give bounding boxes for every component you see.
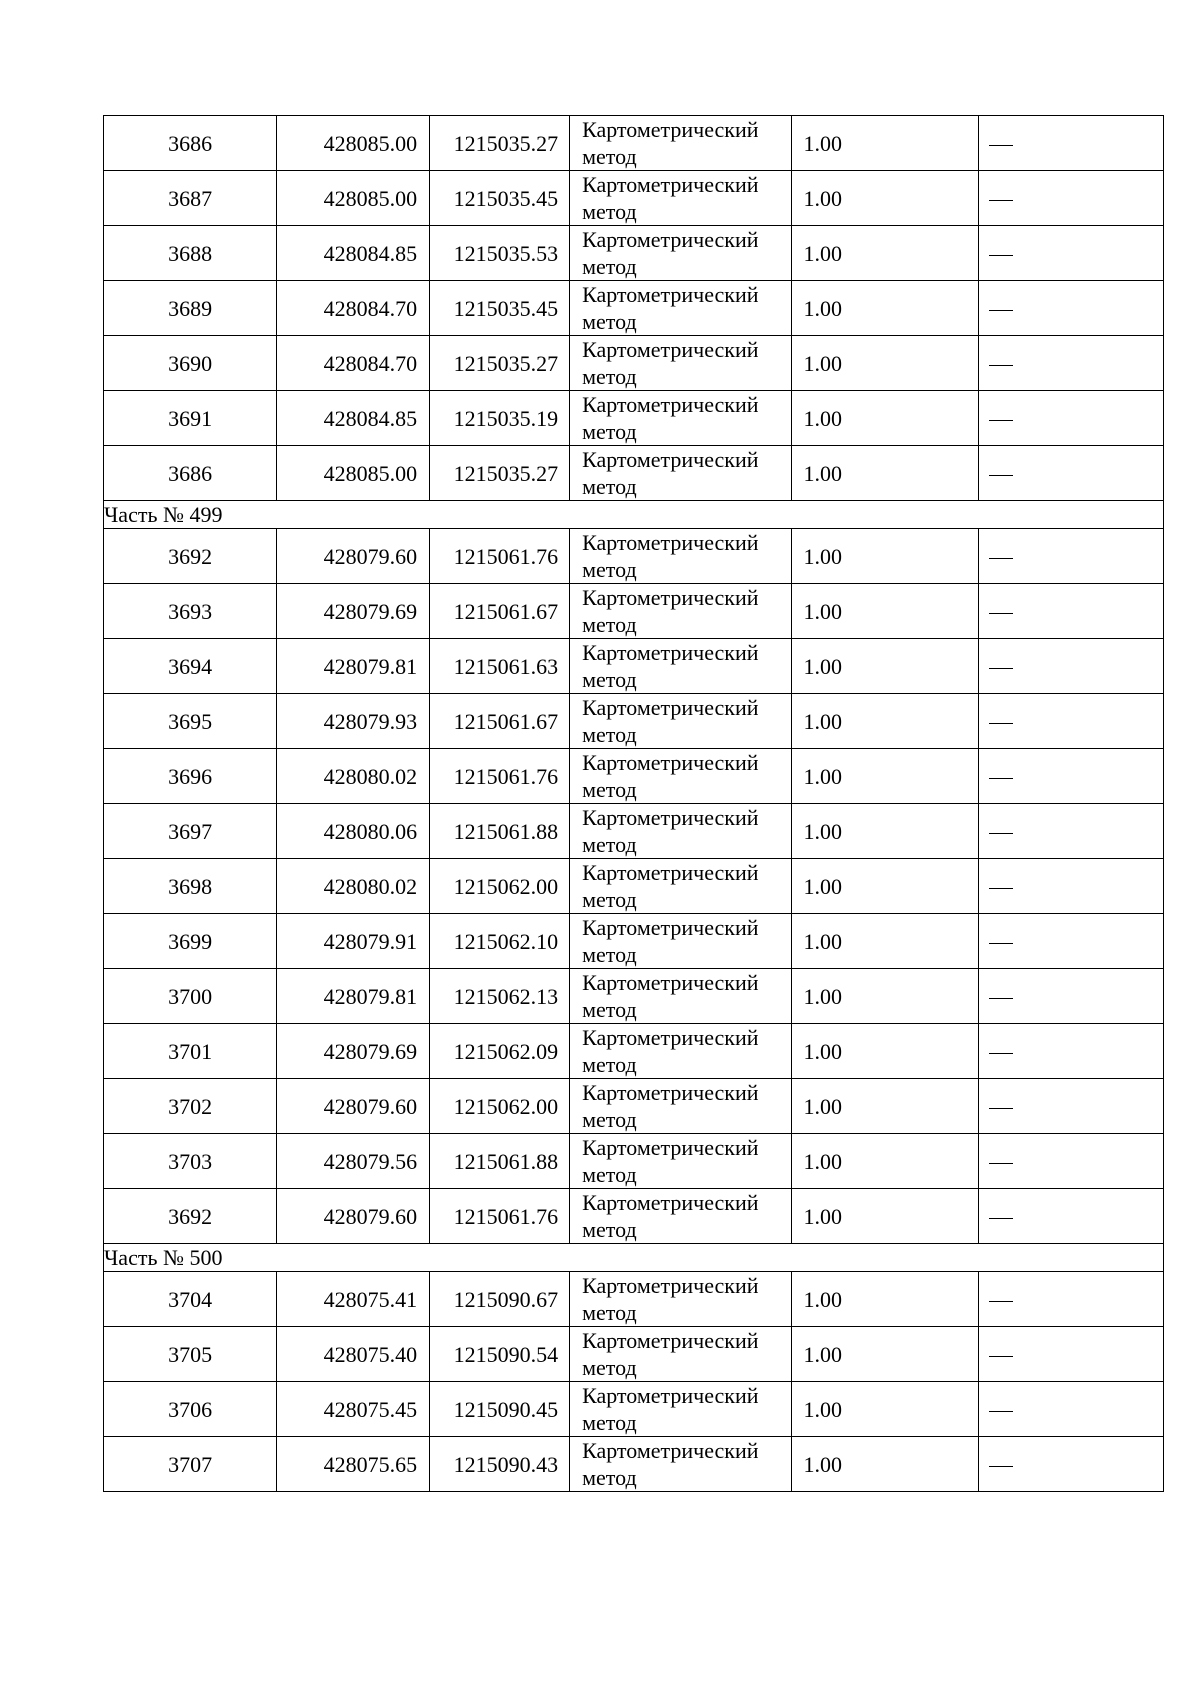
method-line-1: Картометрический — [582, 392, 759, 417]
dash-mark — [989, 833, 1013, 835]
method-cell — [570, 1024, 791, 1079]
point-number-cell: 3698 — [104, 859, 277, 914]
method-line-1: Картометрический — [582, 530, 759, 555]
accuracy-cell: 1.00 — [791, 446, 978, 501]
point-number-cell: 3695 — [104, 694, 277, 749]
method-line-2: метод — [582, 832, 637, 857]
x-coordinate-cell: 428079.60 — [277, 529, 430, 584]
table-row — [104, 804, 1164, 859]
method-line-2: метод — [582, 1465, 637, 1490]
x-coordinate-cell: 428075.45 — [277, 1382, 430, 1437]
note-cell — [978, 391, 1163, 446]
note-cell — [978, 804, 1163, 859]
method-line-1: Картометрический — [582, 915, 759, 940]
table-row — [104, 336, 1164, 391]
method-line-1: Картометрический — [582, 1190, 759, 1215]
y-coordinate-cell: 1215062.00 — [430, 859, 570, 914]
method-cell — [570, 749, 791, 804]
method-cell — [570, 446, 791, 501]
note-cell — [978, 171, 1163, 226]
y-coordinate-cell: 1215035.27 — [430, 116, 570, 171]
method-cell — [570, 1382, 791, 1437]
note-cell — [978, 1024, 1163, 1079]
dash-mark — [989, 723, 1013, 725]
y-coordinate-cell: 1215062.00 — [430, 1079, 570, 1134]
note-cell — [978, 529, 1163, 584]
dash-mark — [989, 255, 1013, 257]
method-line-1: Картометрический — [582, 337, 759, 362]
method-line-2: метод — [582, 1162, 637, 1187]
accuracy-cell: 1.00 — [791, 1024, 978, 1079]
method-cell — [570, 529, 791, 584]
table-row — [104, 1189, 1164, 1244]
method-cell — [570, 639, 791, 694]
x-coordinate-cell: 428079.91 — [277, 914, 430, 969]
dash-mark — [989, 1301, 1013, 1303]
table-row — [104, 1437, 1164, 1492]
point-number-cell: 3691 — [104, 391, 277, 446]
note-cell — [978, 1327, 1163, 1382]
method-line-2: метод — [582, 1107, 637, 1132]
dash-mark — [989, 475, 1013, 477]
part-label: Часть № 499 — [104, 501, 1164, 529]
point-number-cell: 3706 — [104, 1382, 277, 1437]
method-cell — [570, 859, 791, 914]
accuracy-cell: 1.00 — [791, 391, 978, 446]
y-coordinate-cell: 1215035.27 — [430, 336, 570, 391]
dash-mark — [989, 668, 1013, 670]
x-coordinate-cell: 428080.06 — [277, 804, 430, 859]
method-line-1: Картометрический — [582, 1025, 759, 1050]
point-number-cell: 3699 — [104, 914, 277, 969]
accuracy-cell: 1.00 — [791, 914, 978, 969]
method-line-2: метод — [582, 309, 637, 334]
x-coordinate-cell: 428079.60 — [277, 1079, 430, 1134]
dash-mark — [989, 1108, 1013, 1110]
y-coordinate-cell: 1215035.53 — [430, 226, 570, 281]
x-coordinate-cell: 428075.41 — [277, 1272, 430, 1327]
table-row — [104, 446, 1164, 501]
point-number-cell: 3692 — [104, 529, 277, 584]
coordinates-table-body — [104, 116, 1164, 1492]
accuracy-cell: 1.00 — [791, 584, 978, 639]
note-cell — [978, 1079, 1163, 1134]
x-coordinate-cell: 428084.85 — [277, 226, 430, 281]
method-line-1: Картометрический — [582, 1328, 759, 1353]
method-line-1: Картометрический — [582, 1080, 759, 1105]
note-cell — [978, 1134, 1163, 1189]
method-line-2: метод — [582, 887, 637, 912]
point-number-cell: 3692 — [104, 1189, 277, 1244]
method-line-2: метод — [582, 557, 637, 582]
accuracy-cell: 1.00 — [791, 804, 978, 859]
y-coordinate-cell: 1215090.43 — [430, 1437, 570, 1492]
dash-mark — [989, 1218, 1013, 1220]
accuracy-cell: 1.00 — [791, 859, 978, 914]
method-line-2: метод — [582, 1217, 637, 1242]
method-cell — [570, 694, 791, 749]
y-coordinate-cell: 1215090.54 — [430, 1327, 570, 1382]
dash-mark — [989, 310, 1013, 312]
x-coordinate-cell: 428079.56 — [277, 1134, 430, 1189]
y-coordinate-cell: 1215062.09 — [430, 1024, 570, 1079]
dash-mark — [989, 1356, 1013, 1358]
method-line-2: метод — [582, 1052, 637, 1077]
method-line-1: Картометрический — [582, 1438, 759, 1463]
x-coordinate-cell: 428075.40 — [277, 1327, 430, 1382]
part-label: Часть № 500 — [104, 1244, 1164, 1272]
x-coordinate-cell: 428080.02 — [277, 859, 430, 914]
method-line-2: метод — [582, 199, 637, 224]
note-cell — [978, 749, 1163, 804]
accuracy-cell: 1.00 — [791, 171, 978, 226]
method-cell — [570, 1327, 791, 1382]
x-coordinate-cell: 428080.02 — [277, 749, 430, 804]
y-coordinate-cell: 1215061.76 — [430, 1189, 570, 1244]
dash-mark — [989, 1163, 1013, 1165]
x-coordinate-cell: 428079.81 — [277, 639, 430, 694]
y-coordinate-cell: 1215035.27 — [430, 446, 570, 501]
method-line-1: Картометрический — [582, 805, 759, 830]
dash-mark — [989, 1466, 1013, 1468]
note-cell — [978, 639, 1163, 694]
note-cell — [978, 1382, 1163, 1437]
table-row — [104, 914, 1164, 969]
x-coordinate-cell: 428085.00 — [277, 116, 430, 171]
method-line-2: метод — [582, 364, 637, 389]
dash-mark — [989, 888, 1013, 890]
table-row — [104, 584, 1164, 639]
y-coordinate-cell: 1215061.88 — [430, 804, 570, 859]
dash-mark — [989, 200, 1013, 202]
table-row — [104, 391, 1164, 446]
dash-mark — [989, 998, 1013, 1000]
method-line-1: Картометрический — [582, 695, 759, 720]
dash-mark — [989, 778, 1013, 780]
note-cell — [978, 446, 1163, 501]
point-number-cell: 3705 — [104, 1327, 277, 1382]
y-coordinate-cell: 1215061.67 — [430, 694, 570, 749]
method-line-2: метод — [582, 612, 637, 637]
table-row — [104, 171, 1164, 226]
method-cell — [570, 1079, 791, 1134]
y-coordinate-cell: 1215035.45 — [430, 281, 570, 336]
method-line-2: метод — [582, 1300, 637, 1325]
method-cell — [570, 1134, 791, 1189]
method-line-1: Картометрический — [582, 1135, 759, 1160]
method-line-2: метод — [582, 1410, 637, 1435]
accuracy-cell: 1.00 — [791, 1272, 978, 1327]
table-row — [104, 639, 1164, 694]
dash-mark — [989, 145, 1013, 147]
y-coordinate-cell: 1215061.76 — [430, 749, 570, 804]
x-coordinate-cell: 428085.00 — [277, 446, 430, 501]
accuracy-cell: 1.00 — [791, 281, 978, 336]
table-row — [104, 1134, 1164, 1189]
method-line-2: метод — [582, 144, 637, 169]
accuracy-cell: 1.00 — [791, 749, 978, 804]
method-line-2: метод — [582, 254, 637, 279]
dash-mark — [989, 943, 1013, 945]
table-row — [104, 1382, 1164, 1437]
x-coordinate-cell: 428079.69 — [277, 1024, 430, 1079]
accuracy-cell: 1.00 — [791, 694, 978, 749]
accuracy-cell: 1.00 — [791, 336, 978, 391]
x-coordinate-cell: 428079.81 — [277, 969, 430, 1024]
note-cell — [978, 1189, 1163, 1244]
dash-mark — [989, 420, 1013, 422]
table-row — [104, 529, 1164, 584]
table-row — [104, 859, 1164, 914]
method-line-2: метод — [582, 419, 637, 444]
method-cell — [570, 804, 791, 859]
method-cell — [570, 584, 791, 639]
note-cell — [978, 281, 1163, 336]
method-line-2: метод — [582, 997, 637, 1022]
y-coordinate-cell: 1215035.45 — [430, 171, 570, 226]
y-coordinate-cell: 1215061.63 — [430, 639, 570, 694]
method-cell — [570, 281, 791, 336]
method-line-1: Картометрический — [582, 172, 759, 197]
method-line-1: Картометрический — [582, 447, 759, 472]
note-cell — [978, 226, 1163, 281]
point-number-cell: 3688 — [104, 226, 277, 281]
note-cell — [978, 859, 1163, 914]
method-line-1: Картометрический — [582, 227, 759, 252]
method-cell — [570, 1189, 791, 1244]
table-row — [104, 1024, 1164, 1079]
method-cell — [570, 336, 791, 391]
point-number-cell: 3704 — [104, 1272, 277, 1327]
point-number-cell: 3703 — [104, 1134, 277, 1189]
point-number-cell: 3694 — [104, 639, 277, 694]
point-number-cell: 3707 — [104, 1437, 277, 1492]
note-cell — [978, 116, 1163, 171]
method-line-2: метод — [582, 667, 637, 692]
note-cell — [978, 969, 1163, 1024]
table-row — [104, 969, 1164, 1024]
y-coordinate-cell: 1215090.67 — [430, 1272, 570, 1327]
method-cell — [570, 1272, 791, 1327]
point-number-cell: 3700 — [104, 969, 277, 1024]
point-number-cell: 3701 — [104, 1024, 277, 1079]
method-line-1: Картометрический — [582, 1383, 759, 1408]
accuracy-cell: 1.00 — [791, 1327, 978, 1382]
accuracy-cell: 1.00 — [791, 1134, 978, 1189]
method-line-1: Картометрический — [582, 860, 759, 885]
note-cell — [978, 1272, 1163, 1327]
method-line-2: метод — [582, 942, 637, 967]
dash-mark — [989, 1053, 1013, 1055]
method-cell — [570, 391, 791, 446]
y-coordinate-cell: 1215061.76 — [430, 529, 570, 584]
x-coordinate-cell: 428079.93 — [277, 694, 430, 749]
method-cell — [570, 171, 791, 226]
table-row — [104, 1272, 1164, 1327]
accuracy-cell: 1.00 — [791, 116, 978, 171]
note-cell — [978, 1437, 1163, 1492]
method-line-1: Картометрический — [582, 117, 759, 142]
accuracy-cell: 1.00 — [791, 969, 978, 1024]
table-row — [104, 749, 1164, 804]
accuracy-cell: 1.00 — [791, 1079, 978, 1134]
point-number-cell: 3690 — [104, 336, 277, 391]
x-coordinate-cell: 428075.65 — [277, 1437, 430, 1492]
method-cell — [570, 969, 791, 1024]
y-coordinate-cell: 1215061.67 — [430, 584, 570, 639]
table-row — [104, 1327, 1164, 1382]
point-number-cell: 3686 — [104, 446, 277, 501]
dash-mark — [989, 613, 1013, 615]
part-header-row — [104, 501, 1164, 529]
dash-mark — [989, 558, 1013, 560]
note-cell — [978, 694, 1163, 749]
accuracy-cell: 1.00 — [791, 529, 978, 584]
table-row — [104, 694, 1164, 749]
point-number-cell: 3687 — [104, 171, 277, 226]
method-line-1: Картометрический — [582, 1273, 759, 1298]
note-cell — [978, 336, 1163, 391]
coordinates-table — [103, 115, 1164, 1492]
accuracy-cell: 1.00 — [791, 1189, 978, 1244]
method-cell — [570, 226, 791, 281]
point-number-cell: 3702 — [104, 1079, 277, 1134]
x-coordinate-cell: 428085.00 — [277, 171, 430, 226]
dash-mark — [989, 365, 1013, 367]
table-row — [104, 281, 1164, 336]
dash-mark — [989, 1411, 1013, 1413]
y-coordinate-cell: 1215035.19 — [430, 391, 570, 446]
note-cell — [978, 914, 1163, 969]
accuracy-cell: 1.00 — [791, 1437, 978, 1492]
x-coordinate-cell: 428079.69 — [277, 584, 430, 639]
method-line-2: метод — [582, 474, 637, 499]
point-number-cell: 3686 — [104, 116, 277, 171]
accuracy-cell: 1.00 — [791, 1382, 978, 1437]
point-number-cell: 3697 — [104, 804, 277, 859]
method-line-1: Картометрический — [582, 640, 759, 665]
method-line-1: Картометрический — [582, 750, 759, 775]
x-coordinate-cell: 428084.70 — [277, 336, 430, 391]
table-row — [104, 1079, 1164, 1134]
method-cell — [570, 1437, 791, 1492]
y-coordinate-cell: 1215090.45 — [430, 1382, 570, 1437]
part-header-row — [104, 1244, 1164, 1272]
y-coordinate-cell: 1215062.13 — [430, 969, 570, 1024]
method-cell — [570, 914, 791, 969]
method-line-2: метод — [582, 722, 637, 747]
method-line-2: метод — [582, 1355, 637, 1380]
note-cell — [978, 584, 1163, 639]
y-coordinate-cell: 1215062.10 — [430, 914, 570, 969]
method-line-2: метод — [582, 777, 637, 802]
method-line-1: Картометрический — [582, 585, 759, 610]
table-row — [104, 116, 1164, 171]
accuracy-cell: 1.00 — [791, 639, 978, 694]
method-cell — [570, 116, 791, 171]
method-line-1: Картометрический — [582, 970, 759, 995]
accuracy-cell: 1.00 — [791, 226, 978, 281]
point-number-cell: 3693 — [104, 584, 277, 639]
x-coordinate-cell: 428079.60 — [277, 1189, 430, 1244]
point-number-cell: 3689 — [104, 281, 277, 336]
method-line-1: Картометрический — [582, 282, 759, 307]
x-coordinate-cell: 428084.70 — [277, 281, 430, 336]
y-coordinate-cell: 1215061.88 — [430, 1134, 570, 1189]
table-row — [104, 226, 1164, 281]
x-coordinate-cell: 428084.85 — [277, 391, 430, 446]
point-number-cell: 3696 — [104, 749, 277, 804]
